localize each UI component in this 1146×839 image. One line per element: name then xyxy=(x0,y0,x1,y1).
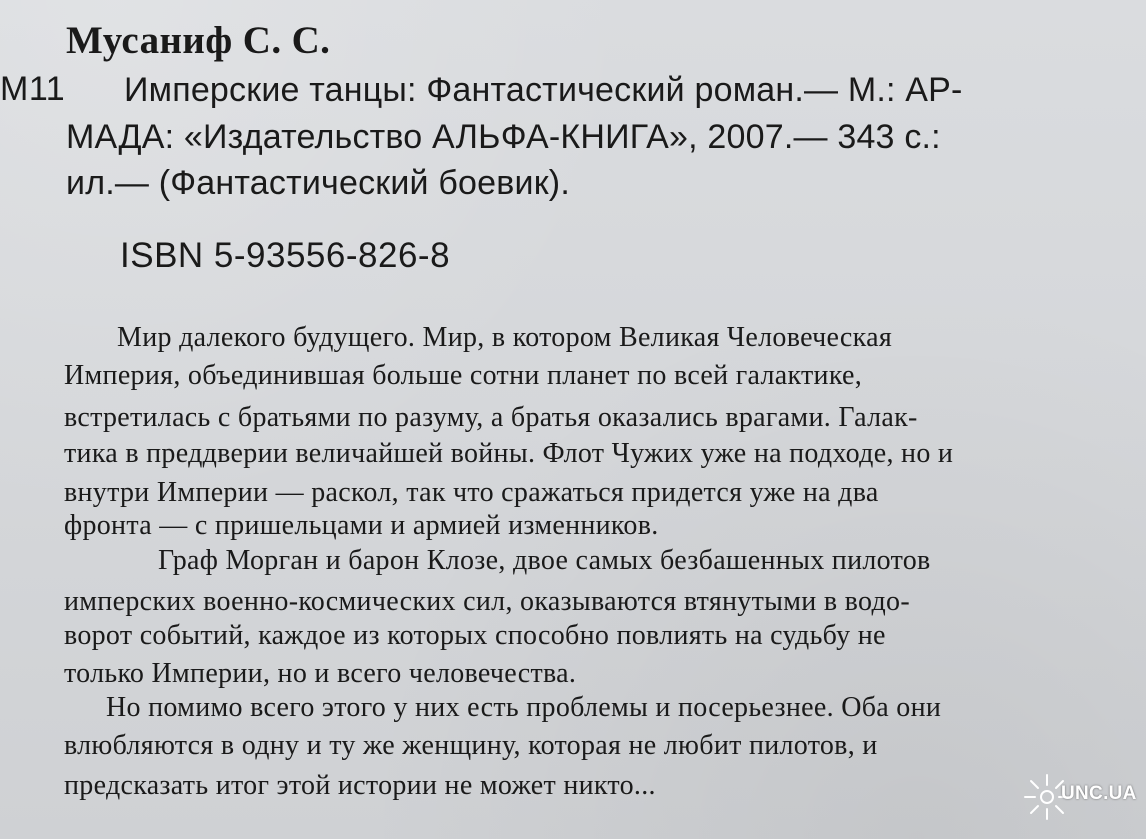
annotation-line: фронта — с пришельцами и армией изменников. xyxy=(64,510,659,541)
annotation-line: Граф Морган и барон Клозе, двое самых безбашенных пилотов xyxy=(158,545,931,576)
watermark-text: UNC.UA xyxy=(1061,783,1137,804)
watermark xyxy=(1021,767,1146,827)
annotation-line: тика в преддверии величайшей войны. Флот Чужих уже на подходе, но и xyxy=(64,438,954,469)
annotation-line: имперских военно-космических сил, оказываются втянутыми в водо- xyxy=(64,586,910,617)
annotation-line: встретилась с братьями по разуму, а братья оказались врагами. Галак- xyxy=(64,402,918,433)
annotation-line: только Империи, но и всего человечества. xyxy=(64,658,577,689)
annotation-line: влюбляются в одну и ту же женщину, которая не любит пилотов, и xyxy=(64,730,878,761)
annotation-line: Но помимо всего этого у них есть проблемы и посерьезнее. Оба они xyxy=(106,692,942,723)
bibliographic-line-1: Имперские танцы: Фантастический роман.— М.: АР- xyxy=(124,71,963,109)
udk-index: M11 xyxy=(0,70,66,108)
annotation-line: внутри Империи — раскол, так что сражаться придется уже на два xyxy=(64,477,879,508)
annotation-line: Империя, объединившая больше сотни планет по всей галактике, xyxy=(64,360,863,391)
annotation-line: предсказать итог этой истории не может никто... xyxy=(64,770,656,801)
annotation-line: ворот событий, каждое из которых способно повлиять на судьбу не xyxy=(64,620,886,651)
author-name: Мусаниф С. С. xyxy=(66,19,331,62)
annotation-line: Мир далекого будущего. Мир, в котором Великая Человеческая xyxy=(117,322,893,353)
bibliographic-line-2: МАДА: «Издательство АЛЬФА-КНИГА», 2007.— 343 с.: xyxy=(66,118,941,156)
bibliographic-line-3: ил.— (Фантастический боевик). xyxy=(66,164,570,202)
isbn: ISBN 5-93556-826-8 xyxy=(120,236,451,275)
